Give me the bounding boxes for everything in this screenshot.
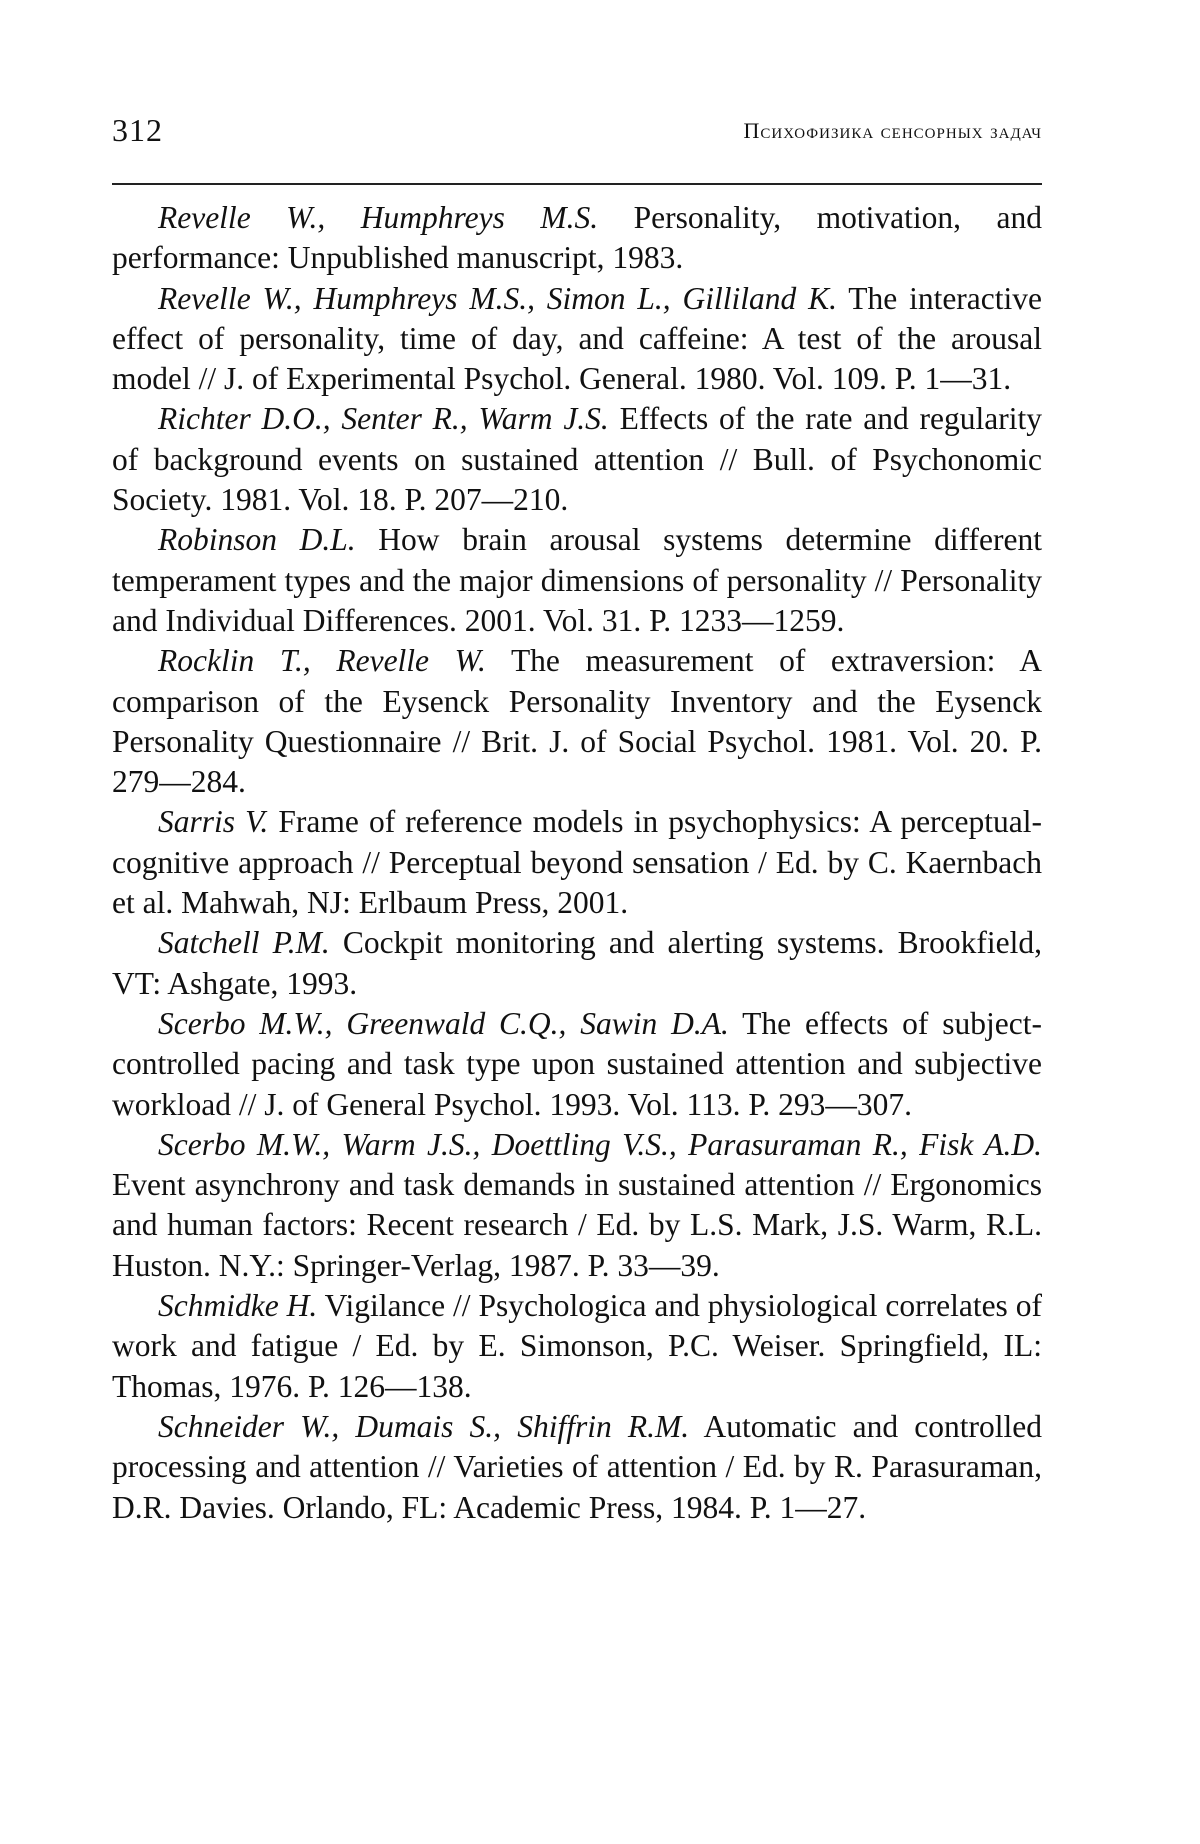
reference-authors: Rocklin T., Revelle W. [158, 643, 486, 679]
reference-text: The interactive effect of personality, time of day, and caffeine: A test of the arousal model // J. of Experimental Psychol. General. 1980. Vol. 109. P. 1—31. [112, 280, 1042, 397]
reference-entry [112, 520, 1042, 641]
reference-authors: Scerbo M.W., Warm J.S., Doettling V.S., Parasuraman R., Fisk A.D. [158, 1126, 1042, 1162]
reference-text: Personality, motivation, and performance: Unpublished manuscript, 1983. [112, 200, 1042, 276]
running-head: Психофизика сенсорных задач [743, 118, 1042, 143]
reference-entry [112, 1407, 1042, 1528]
reference-authors: Satchell P.M. [158, 925, 330, 961]
reference-authors: Robinson D.L. [158, 522, 356, 558]
reference-authors: Schmidke H. [158, 1288, 318, 1324]
reference-entry [112, 399, 1042, 520]
reference-authors: Scerbo M.W., Greenwald C.Q., Sawin D.A. [158, 1005, 729, 1041]
reference-text: The measurement of extraversion: A comparison of the Eysenck Personality Inventory and the Eysenck Personality Questionnaire // Brit. J. of Social Psychol. 1981. Vol. 20. P. 279—284. [112, 643, 1042, 800]
reference-authors: Revelle W., Humphreys M.S., Simon L., Gilliland K. [158, 280, 837, 316]
reference-authors: Revelle W., Humphreys M.S. [158, 200, 599, 235]
reference-entry [112, 1125, 1042, 1286]
reference-entry [112, 279, 1042, 400]
reference-text: Frame of reference models in psychophysics: A perceptual-cognitive approach // Perceptual beyond sensation / Ed. by C. Kaernbach et al. Mahwah, NJ: Erlbaum Press, 2001. [112, 804, 1042, 921]
reference-text: Vigilance // Psychologica and physiological correlates of work and fatigue / Ed. by E. Simonson, P.C. Weiser. Springfield, IL: Thomas, 1976. P. 126—138. [112, 1288, 1042, 1404]
reference-authors: Schneider W., Dumais S., Shiffrin R.M. [158, 1408, 690, 1444]
reference-text: Event asynchrony and task demands in sustained attention // Ergonomics and human factors: Recent research / Ed. by L.S. Mark, J.S. Warm, R.L. Huston. N.Y.: Springer-Verlag, 1987. P. 33—39. [112, 1167, 1042, 1283]
reference-entry [112, 923, 1042, 1004]
reference-text: Effects of the rate and regularity of background events on sustained attention // Bull. of Psychonomic Society. 1981. Vol. 18. P. 207—210. [112, 401, 1042, 518]
reference-text: Automatic and controlled processing and attention // Varieties of attention / Ed. by R. Parasuraman, D.R. Davies. Orlando, FL: Academic Press, 1984. P. 1—27. [112, 1408, 1043, 1525]
reference-list [112, 198, 1042, 1528]
page-number: 312 [112, 112, 163, 148]
reference-text: The effects of subject-controlled pacing and task type upon sustained attention and subjective workload // J. of General Psychol. 1993. Vol. 113. P. 293—307. [112, 1005, 1042, 1122]
reference-text: How brain arousal systems determine different temperament types and the major dimensions of personality // Personality and Individual Differences. 2001. Vol. 31. P. 1233—1259. [112, 522, 1042, 638]
header-rule [112, 183, 1042, 185]
reference-entry [112, 1004, 1042, 1125]
reference-entry [112, 641, 1042, 802]
reference-entry [112, 1286, 1042, 1407]
reference-entry [112, 198, 1042, 279]
reference-text: Cockpit monitoring and alerting systems. Brookfield, VT: Ashgate, 1993. [112, 925, 1042, 1001]
reference-authors: Richter D.O., Senter R., Warm J.S. [158, 401, 609, 437]
reference-authors: Sarris V. [158, 804, 269, 840]
reference-entry [112, 802, 1042, 923]
